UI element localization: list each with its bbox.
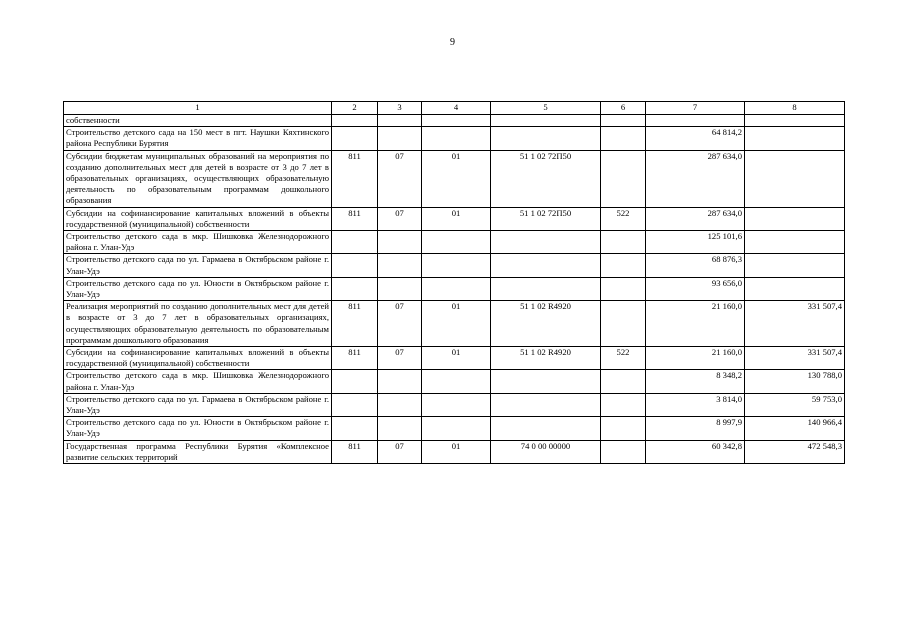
target-article-cell (491, 277, 601, 300)
section-cell: 07 (378, 440, 422, 463)
subsection-cell: 01 (422, 301, 491, 347)
column-header: 6 (601, 102, 646, 115)
ministry-code-cell (332, 115, 378, 127)
amount-col7-cell: 68 876,3 (646, 254, 745, 277)
amount-col8-cell: 331 507,4 (745, 301, 845, 347)
ministry-code-cell (332, 417, 378, 440)
budget-table (63, 101, 845, 464)
subsection-cell: 01 (422, 207, 491, 230)
table-row (64, 301, 845, 347)
ministry-code-cell (332, 277, 378, 300)
table-row (64, 207, 845, 230)
amount-col7-cell: 287 634,0 (646, 150, 745, 207)
row-name-cell: Субсидии бюджетам муниципальных образований на мероприятия по созданию дополнительных мест для детей в возрасте от 3 до 7 лет в образовательных организациях, осуществляющих образовательную деятельность по образовательным программам дошкольного образования (64, 150, 332, 207)
expense-type-cell (601, 150, 646, 207)
subsection-cell (422, 231, 491, 254)
expense-type-cell (601, 231, 646, 254)
ministry-code-cell (332, 393, 378, 416)
expense-type-cell (601, 440, 646, 463)
table-row (64, 127, 845, 150)
table-row (64, 347, 845, 370)
section-cell (378, 254, 422, 277)
target-article-cell: 51 1 02 72П50 (491, 150, 601, 207)
amount-col8-cell (745, 115, 845, 127)
amount-col7-cell: 3 814,0 (646, 393, 745, 416)
amount-col7-cell: 93 656,0 (646, 277, 745, 300)
amount-col7-cell: 60 342,8 (646, 440, 745, 463)
subsection-cell (422, 115, 491, 127)
amount-col8-cell (745, 231, 845, 254)
ministry-code-cell (332, 370, 378, 393)
subsection-cell: 01 (422, 150, 491, 207)
amount-col8-cell: 472 548,3 (745, 440, 845, 463)
table-row (64, 254, 845, 277)
expense-type-cell (601, 127, 646, 150)
ministry-code-cell: 811 (332, 347, 378, 370)
target-article-cell (491, 231, 601, 254)
section-cell: 07 (378, 347, 422, 370)
amount-col7-cell: 21 160,0 (646, 301, 745, 347)
section-cell (378, 370, 422, 393)
ministry-code-cell: 811 (332, 150, 378, 207)
ministry-code-cell (332, 231, 378, 254)
subsection-cell: 01 (422, 347, 491, 370)
section-cell (378, 231, 422, 254)
row-name-cell: Субсидии на софинансирование капитальных вложений в объекты государственной (муниципальной) собственности (64, 347, 332, 370)
expense-type-cell (601, 393, 646, 416)
subsection-cell (422, 417, 491, 440)
amount-col7-cell: 125 101,6 (646, 231, 745, 254)
target-article-cell (491, 127, 601, 150)
table-row (64, 393, 845, 416)
subsection-cell: 01 (422, 440, 491, 463)
column-header: 2 (332, 102, 378, 115)
target-article-cell (491, 417, 601, 440)
target-article-cell: 51 1 02 72П50 (491, 207, 601, 230)
row-name-cell: Строительство детского сада на 150 мест в пгт. Наушки Кяхтинского района Республики Бурятия (64, 127, 332, 150)
amount-col7-cell: 8 348,2 (646, 370, 745, 393)
ministry-code-cell: 811 (332, 207, 378, 230)
table-row (64, 417, 845, 440)
expense-type-cell: 522 (601, 347, 646, 370)
subsection-cell (422, 277, 491, 300)
expense-type-cell (601, 370, 646, 393)
row-name-cell: Строительство детского сада в мкр. Шишковка Железнодорожного района г. Улан-Удэ (64, 370, 332, 393)
table-row (64, 115, 845, 127)
column-header: 3 (378, 102, 422, 115)
amount-col8-cell (745, 254, 845, 277)
column-header: 8 (745, 102, 845, 115)
target-article-cell (491, 254, 601, 277)
section-cell (378, 393, 422, 416)
row-name-cell: Строительство детского сада по ул. Юности в Октябрьском районе г. Улан-Удэ (64, 417, 332, 440)
table-row (64, 150, 845, 207)
table-body (64, 115, 845, 464)
row-name-cell: Государственная программа Республики Бурятия «Комплексное развитие сельских территорий (64, 440, 332, 463)
amount-col8-cell: 59 753,0 (745, 393, 845, 416)
column-header: 7 (646, 102, 745, 115)
table-header-row (64, 102, 845, 115)
subsection-cell (422, 127, 491, 150)
subsection-cell (422, 254, 491, 277)
amount-col8-cell: 140 966,4 (745, 417, 845, 440)
expense-type-cell (601, 417, 646, 440)
amount-col8-cell (745, 277, 845, 300)
row-name-cell: Субсидии на софинансирование капитальных вложений в объекты государственной (муниципальной) собственности (64, 207, 332, 230)
ministry-code-cell (332, 254, 378, 277)
amount-col8-cell (745, 150, 845, 207)
column-header: 4 (422, 102, 491, 115)
target-article-cell (491, 370, 601, 393)
subsection-cell (422, 393, 491, 416)
section-cell (378, 417, 422, 440)
expense-type-cell (601, 277, 646, 300)
section-cell (378, 115, 422, 127)
expense-type-cell (601, 115, 646, 127)
row-name-cell: Реализация мероприятий по созданию дополнительных мест для детей в возрасте от 3 до 7 лет в образовательных организациях, осуществляющих образовательную деятельность по образовательным программам дошкольного образования (64, 301, 332, 347)
amount-col8-cell (745, 207, 845, 230)
amount-col7-cell: 21 160,0 (646, 347, 745, 370)
target-article-cell (491, 115, 601, 127)
amount-col7-cell (646, 115, 745, 127)
amount-col7-cell: 287 634,0 (646, 207, 745, 230)
section-cell (378, 127, 422, 150)
table-row (64, 277, 845, 300)
amount-col7-cell: 64 814,2 (646, 127, 745, 150)
expense-type-cell (601, 301, 646, 347)
page-number: 9 (450, 37, 455, 48)
amount-col8-cell (745, 127, 845, 150)
row-name-cell: собственности (64, 115, 332, 127)
subsection-cell (422, 370, 491, 393)
table-row (64, 231, 845, 254)
expense-type-cell (601, 254, 646, 277)
expense-type-cell: 522 (601, 207, 646, 230)
section-cell (378, 277, 422, 300)
target-article-cell (491, 393, 601, 416)
ministry-code-cell (332, 127, 378, 150)
section-cell: 07 (378, 207, 422, 230)
target-article-cell: 51 1 02 R4920 (491, 301, 601, 347)
row-name-cell: Строительство детского сада в мкр. Шишковка Железнодорожного района г. Улан-Удэ (64, 231, 332, 254)
table-row (64, 440, 845, 463)
row-name-cell: Строительство детского сада по ул. Юности в Октябрьском районе г. Улан-Удэ (64, 277, 332, 300)
column-header: 5 (491, 102, 601, 115)
section-cell: 07 (378, 150, 422, 207)
table-row (64, 370, 845, 393)
amount-col8-cell: 331 507,4 (745, 347, 845, 370)
ministry-code-cell: 811 (332, 440, 378, 463)
section-cell: 07 (378, 301, 422, 347)
target-article-cell: 74 0 00 00000 (491, 440, 601, 463)
amount-col7-cell: 8 997,9 (646, 417, 745, 440)
row-name-cell: Строительство детского сада по ул. Гармаева в Октябрьском районе г. Улан-Удэ (64, 393, 332, 416)
target-article-cell: 51 1 02 R4920 (491, 347, 601, 370)
column-header: 1 (64, 102, 332, 115)
amount-col8-cell: 130 788,0 (745, 370, 845, 393)
ministry-code-cell: 811 (332, 301, 378, 347)
row-name-cell: Строительство детского сада по ул. Гармаева в Октябрьском районе г. Улан-Удэ (64, 254, 332, 277)
